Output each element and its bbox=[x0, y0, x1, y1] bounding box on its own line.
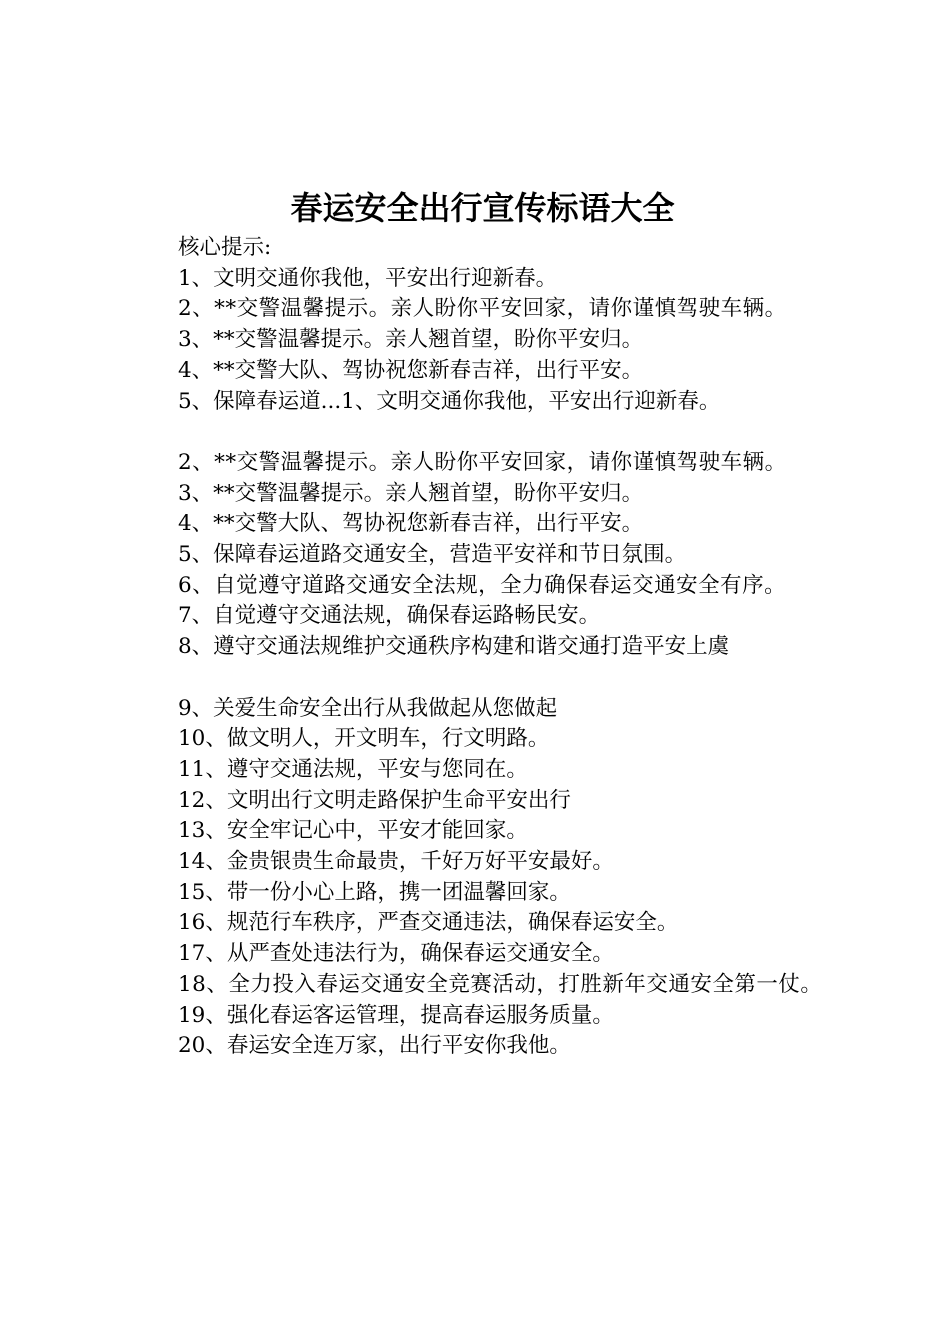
paragraph: 9、关爱生命安全出行从我做起从您做起 bbox=[178, 695, 558, 721]
paragraph: 13、安全牢记心中，平安才能回家。 bbox=[178, 818, 528, 844]
paragraph: 19、强化春运客运管理，提高春运服务质量。 bbox=[178, 1002, 614, 1028]
document-body bbox=[130, 233, 835, 1062]
paragraph: 20、春运安全连万家，出行平安你我他。 bbox=[178, 1033, 571, 1059]
paragraph: 14、金贵银贵生命最贵，千好万好平安最好。 bbox=[178, 849, 614, 875]
paragraph: 3、**交警温馨提示。亲人翘首望，盼你平安归。 bbox=[178, 480, 644, 506]
paragraph: 10、做文明人，开文明车，行文明路。 bbox=[178, 726, 550, 752]
paragraph: 6、自觉遵守道路交通安全法规，全力确保春运交通安全有序。 bbox=[178, 572, 787, 598]
paragraph: 4、**交警大队、驾协祝您新春吉祥，出行平安。 bbox=[178, 357, 644, 383]
paragraph: 18、全力投入春运交通安全竞赛活动，打胜新年交通安全第一仗。 bbox=[178, 971, 823, 997]
paragraph: 4、**交警大队、驾协祝您新春吉祥，出行平安。 bbox=[178, 511, 644, 537]
blank-line bbox=[130, 417, 835, 448]
paragraph: 17、从严查处违法行为，确保春运交通安全。 bbox=[178, 941, 614, 967]
paragraph: 15、带一份小心上路，携一团温馨回家。 bbox=[178, 879, 571, 905]
paragraph: 16、规范行车秩序，严查交通违法，确保春运安全。 bbox=[178, 910, 679, 936]
paragraph: 11、遵守交通法规，平安与您同在。 bbox=[178, 756, 528, 782]
blank-line bbox=[130, 663, 835, 694]
paragraph: 2、**交警温馨提示。亲人盼你平安回家，请你谨慎驾驶车辆。 bbox=[178, 449, 787, 475]
document-title: 春运安全出行宣传标语大全 bbox=[290, 189, 675, 227]
paragraph: 5、保障春运道路交通安全，营造平安祥和节日氛围。 bbox=[178, 542, 687, 568]
paragraph: 3、**交警温馨提示。亲人翘首望，盼你平安归。 bbox=[178, 327, 644, 353]
paragraph: 7、自觉遵守交通法规，确保春运路畅民安。 bbox=[178, 603, 601, 629]
paragraph: 核心提示: bbox=[178, 235, 272, 260]
paragraph: 8、遵守交通法规维护交通秩序构建和谐交通打造平安上虞 bbox=[178, 634, 730, 660]
paragraph: 2、**交警温馨提示。亲人盼你平安回家，请你谨慎驾驶车辆。 bbox=[178, 296, 787, 322]
paragraph: 12、文明出行文明走路保护生命平安出行 bbox=[178, 787, 571, 813]
paragraph: 1、文明交通你我他，平安出行迎新春。 bbox=[178, 265, 558, 291]
paragraph: 5、保障春运道...1、文明交通你我他，平安出行迎新春。 bbox=[178, 388, 721, 414]
